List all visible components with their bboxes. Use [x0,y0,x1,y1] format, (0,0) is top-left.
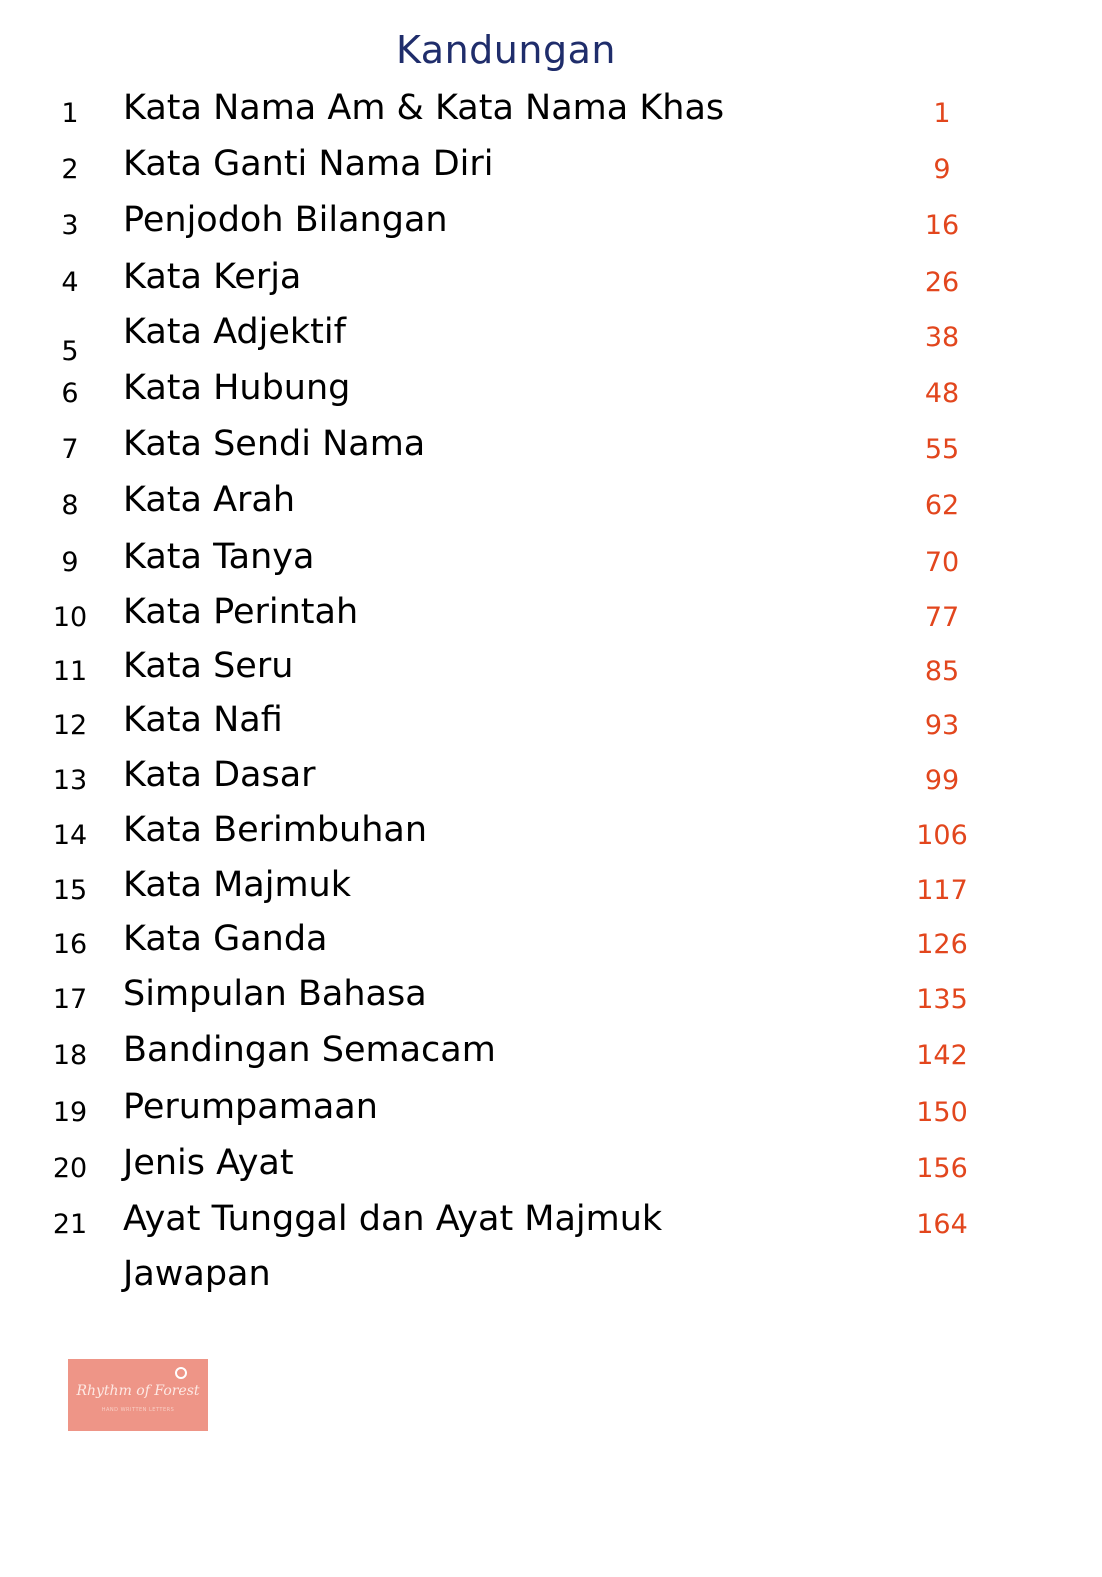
toc-row[interactable] [0,1199,1102,1249]
toc-row-title: Kata Ganti Nama Diri [123,144,494,184]
toc-row-title: Kata Berimbuhan [123,810,428,850]
toc-row-number: 7 [61,434,79,465]
page-title: Kandungan [396,28,616,72]
toc-row-page: 1 [933,98,951,129]
brand-logo [68,1359,208,1431]
toc-row-page: 156 [916,1153,968,1184]
toc-row[interactable] [0,480,1102,530]
toc-row[interactable] [0,646,1102,696]
toc-row-number: 9 [61,547,79,578]
toc-row-page: 93 [924,710,960,741]
toc-row-page: 62 [924,490,960,521]
toc-row-page: 70 [924,547,960,578]
toc-row-number: 12 [52,710,88,741]
toc-row-title: Kata Nafi [123,700,283,740]
logo-subtext: HAND WRITTEN LETTERS [101,1407,175,1413]
toc-row[interactable] [0,592,1102,642]
toc-row-number: 4 [61,267,79,298]
toc-row-number: 20 [52,1153,88,1184]
toc-row-page: 106 [916,820,968,851]
toc-row[interactable] [0,312,1102,367]
toc-row[interactable] [0,1254,1102,1304]
toc-row[interactable] [0,1087,1102,1137]
toc-row-page: 26 [924,267,960,298]
toc-row-title: Bandingan Semacam [123,1030,496,1070]
toc-row-number: 2 [61,154,79,185]
toc-row-number: 19 [52,1097,88,1128]
toc-row-title: Jawapan [123,1254,271,1294]
toc-row-title: Perumpamaan [123,1087,378,1127]
toc-row-page: 135 [916,984,968,1015]
toc-row[interactable] [0,144,1102,194]
toc-row-page: 77 [924,602,960,633]
toc-row-page: 38 [924,322,960,353]
toc-row-title: Kata Kerja [123,257,302,297]
toc-row-number: 8 [61,490,79,521]
toc-row[interactable] [0,810,1102,860]
toc-row[interactable] [0,1030,1102,1080]
toc-row-number: 3 [61,210,79,241]
toc-row[interactable] [0,368,1102,418]
toc-row[interactable] [0,865,1102,915]
toc-row-number: 21 [52,1209,88,1240]
toc-row-title: Kata Arah [123,480,296,520]
toc-row-title: Kata Perintah [123,592,359,632]
toc-row-page: 164 [916,1209,968,1240]
toc-row-page: 16 [924,210,960,241]
toc-row-title: Kata Sendi Nama [123,424,426,464]
toc-row[interactable] [0,537,1102,587]
toc-row-title: Kata Majmuk [123,865,351,905]
toc-row-page: 117 [916,875,968,906]
toc-row-page: 48 [924,378,960,409]
toc-row-title: Kata Seru [123,646,294,686]
toc-row-title: Kata Dasar [123,755,316,795]
toc-row-page: 126 [916,929,968,960]
toc-row[interactable] [0,1143,1102,1193]
toc-row-number: 17 [52,984,88,1015]
toc-row-number: 16 [52,929,88,960]
toc-row-page: 55 [924,434,960,465]
toc-row-title: Kata Hubung [123,368,351,408]
toc-row-title: Simpulan Bahasa [123,974,427,1014]
toc-row[interactable] [0,919,1102,969]
toc-row-number: 6 [61,378,79,409]
toc-row-title: Kata Tanya [123,537,315,577]
toc-row-number: 18 [52,1040,88,1071]
toc-row[interactable] [0,700,1102,750]
toc-row-number: 11 [52,656,88,687]
toc-row-number: 13 [52,765,88,796]
toc-row-page: 85 [924,656,960,687]
toc-row-title: Kata Ganda [123,919,328,959]
toc-row-title: Kata Nama Am & Kata Nama Khas [123,88,725,128]
toc-row-title: Ayat Tunggal dan Ayat Majmuk [123,1199,663,1239]
toc-row[interactable] [0,257,1102,307]
toc-row-number: 15 [52,875,88,906]
toc-row-page: 9 [933,154,951,185]
toc-row[interactable] [0,200,1102,250]
toc-row-page: 99 [924,765,960,796]
toc-row[interactable] [0,424,1102,474]
toc-row-title: Penjodoh Bilangan [123,200,448,240]
toc-row-number: 5 [61,336,79,367]
toc-row-number: 1 [61,98,79,129]
logo-ring-icon [175,1367,187,1379]
toc-row-title: Jenis Ayat [123,1143,294,1183]
toc-row[interactable] [0,88,1102,138]
toc-row-page: 142 [916,1040,968,1071]
toc-row-title: Kata Adjektif [123,312,346,352]
toc-row[interactable] [0,974,1102,1024]
logo-text: Rhythm of Forest [76,1383,200,1399]
toc-row-number: 10 [52,602,88,633]
toc-row-number: 14 [52,820,88,851]
toc-row-page: 150 [916,1097,968,1128]
toc-row[interactable] [0,755,1102,805]
